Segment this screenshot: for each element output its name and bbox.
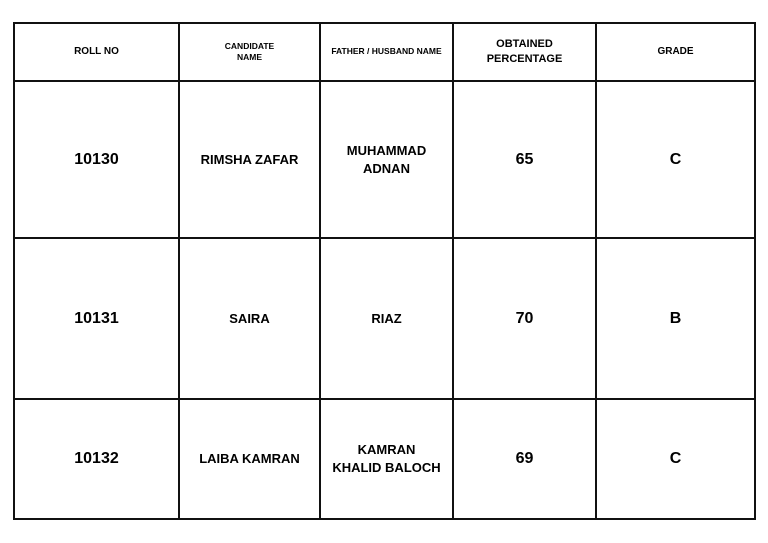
roll-no-cell: 10132	[14, 399, 179, 519]
header-candidate-name	[179, 23, 320, 81]
father-name-line1: KAMRAN	[357, 442, 416, 458]
grade-cell: B	[596, 238, 755, 399]
father-name-cell	[320, 238, 453, 399]
father-name-cell	[320, 399, 453, 519]
table-row	[14, 399, 755, 519]
percentage-cell: 70	[453, 238, 596, 399]
results-table	[13, 22, 756, 520]
header-obtained-percentage-line1: OBTAINED	[496, 38, 553, 51]
table-row	[14, 81, 755, 238]
father-name-cell	[320, 81, 453, 238]
grade-cell: C	[596, 399, 755, 519]
header-father-husband-name-label: FATHER / HUSBAND NAME	[331, 46, 442, 57]
candidate-name-cell: LAIBA KAMRAN	[179, 399, 320, 519]
header-candidate-name-line1: CANDIDATE	[224, 40, 275, 51]
header-obtained-percentage-line2: PERCENTAGE	[486, 53, 563, 65]
percentage-cell: 69	[453, 399, 596, 519]
father-name-line1: RIAZ	[371, 310, 402, 326]
header-candidate-name-line2: NAME	[236, 52, 263, 62]
header-roll-no	[14, 23, 179, 81]
candidate-name-cell: SAIRA	[179, 238, 320, 399]
header-row	[14, 23, 755, 81]
roll-no-cell: 10130	[14, 81, 179, 238]
father-name-line2: ADNAN	[363, 160, 410, 176]
table-row	[14, 238, 755, 399]
header-grade	[596, 23, 755, 81]
header-grade-label: GRADE	[657, 46, 694, 58]
percentage-cell: 65	[453, 81, 596, 238]
father-name-line2: KHALID BALOCH	[332, 460, 441, 475]
header-father-husband-name	[320, 23, 453, 81]
header-obtained-percentage	[453, 23, 596, 81]
grade-cell: C	[596, 81, 755, 238]
father-name-line1: MUHAMMAD	[346, 142, 427, 158]
candidate-name-cell: RIMSHA ZAFAR	[179, 81, 320, 238]
header-roll-no-label: ROLL NO	[74, 46, 119, 58]
roll-no-cell: 10131	[14, 238, 179, 399]
